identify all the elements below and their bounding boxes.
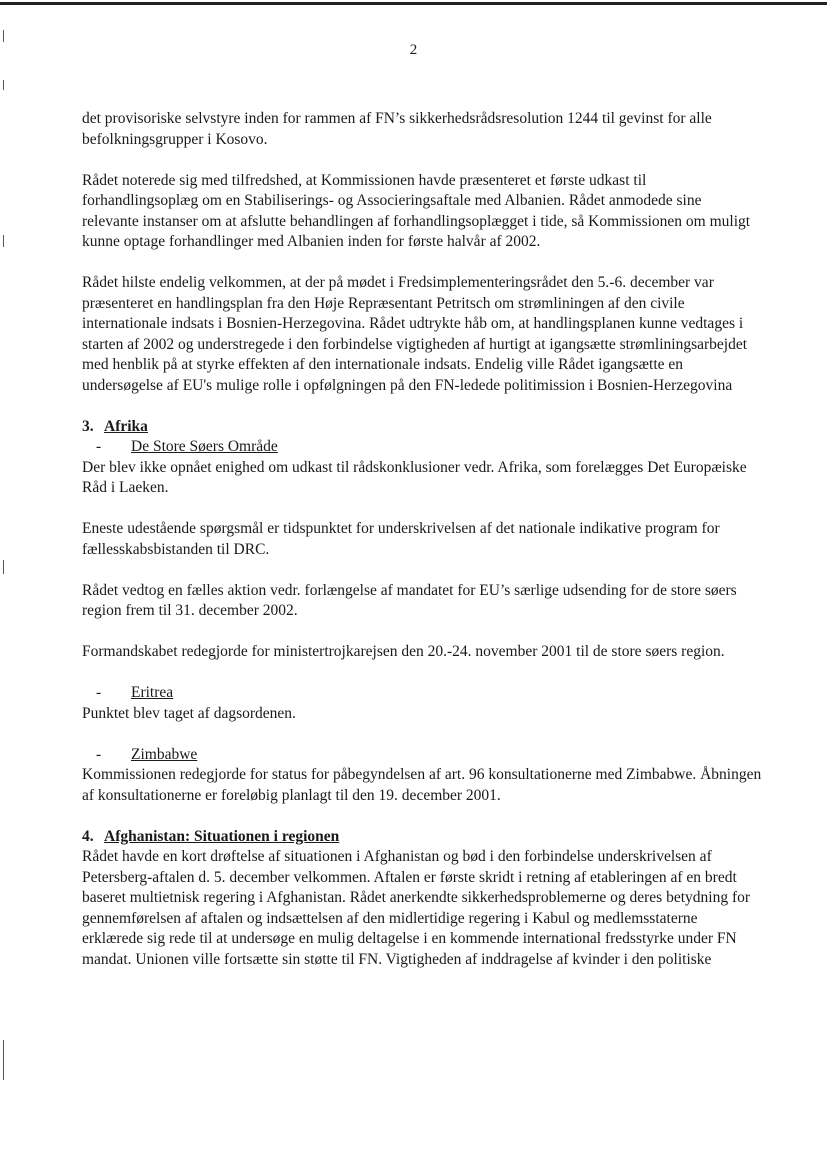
paragraph: Rådet noterede sig med tilfredshed, at Kommissionen havde præsenteret et første udkast til forhandlingsoplæg om en Stabiliserings- og Associeringsaftale med Albanien. Rådet anmodede sine relevante instanser om at afslutte behandlingen af forhandlingsoplægget i tide, så Kommissionen om muligt kunne optage forhandlinger med Albanien inden for første halvår af 2002. — [82, 171, 751, 250]
list-dash: - — [96, 438, 102, 455]
paragraph: Formandskabet redegjorde for ministertrojkarejsen den 20.-24. november 2001 til de store søers region. — [82, 643, 725, 660]
section-number: 4. — [82, 827, 94, 845]
section-number: 3. — [82, 417, 94, 435]
subheading-title: Eritrea — [131, 684, 174, 701]
paragraph: Rådet hilste endelig velkommen, at der på mødet i Fredsimplementeringsrådet den 5.-6. december var præsenteret en handlingsplan fra den Høje Repræsentant Petritsch om strømliningen af den civile internationale indsats i Bosnien-Herzegovina. Rådet udtrykte håb om, at handlingsplanen kunne vedtages i starten af 2002 og understregede i den forbindelse vigtigheden af hurtigt at igangsætte strømliningsarbejdet med henblik på at styrke effekten af den internationale indsats. Endelig ville Rådet igangsætte en undersøgelse af EU's mulige rolle i opfølgningen på den FN-ledede politimission i Bosnien-Herzegovina — [82, 274, 748, 394]
scan-margin-mark — [3, 80, 4, 90]
paragraph: Punktet blev taget af dagsordenen. — [82, 704, 296, 722]
scan-margin-mark — [3, 560, 4, 574]
subheading-eritrea — [82, 683, 762, 704]
section-title: Afrika — [104, 417, 148, 435]
section-title: Afghanistan: Situationen i regionen — [104, 827, 340, 845]
subheading-zimbabwe — [82, 745, 762, 766]
section-heading-afghanistan — [82, 827, 762, 848]
document-body — [82, 109, 762, 991]
scan-margin-mark — [3, 30, 4, 42]
page-number: 2 — [409, 42, 418, 58]
list-dash: - — [96, 684, 102, 701]
paragraph: Eneste udestående spørgsmål er tidspunktet for underskrivelsen af det nationale indikative program for fællesskabsbistanden til DRC. — [82, 520, 720, 558]
section-heading-afrika — [82, 417, 762, 438]
subheading-great-lakes — [82, 437, 762, 458]
paragraph: det provisoriske selvstyre inden for rammen af FN’s sikkerhedsrådsresolution 1244 til gevinst for alle befolkningsgrupper i Kosovo. — [82, 110, 712, 148]
paragraph: Kommissionen redegjorde for status for påbegyndelsen af art. 96 konsultationerne med Zimbabwe. Åbningen af konsultationerne er foreløbig planlagt til den 19. december 2001. — [82, 766, 762, 804]
paragraph: Der blev ikke opnået enighed om udkast til rådskonklusioner vedr. Afrika, som forelægges Det Europæiske Råd i Laeken. — [82, 458, 747, 496]
scan-top-border — [0, 2, 827, 5]
paragraph: Rådet havde en kort drøftelse af situationen i Afghanistan og bød i den forbindelse underskrivelsen af Petersberg-aftalen d. 5. december velkommen. Aftalen er første skridt i retning af etableringen af en bredt baseret multietnisk regering i Afghanistan. Rådet anerkendte sikkerhedsproblemerne og deres betydning for gennemførelsen af aftalen og indsættelsen af den midlertidige regering i Kabul og medlemsstaterne erklærede sig rede til at undersøge en mulig deltagelse i en kommende international fredsstyrke under FN mandat. Unionen ville fortsætte sin støtte til FN. Vigtigheden af inddragelse af kvinder i den politiske — [82, 848, 751, 968]
scan-margin-mark — [3, 1040, 4, 1080]
list-dash: - — [96, 745, 102, 763]
subheading-title: Zimbabwe — [131, 745, 198, 763]
scan-margin-mark — [3, 235, 4, 247]
paragraph: Rådet vedtog en fælles aktion vedr. forlængelse af mandatet for EU’s særlige udsending for de store søers region frem til 31. december 2002. — [82, 581, 737, 619]
subheading-title: De Store Søers Område — [131, 438, 278, 455]
